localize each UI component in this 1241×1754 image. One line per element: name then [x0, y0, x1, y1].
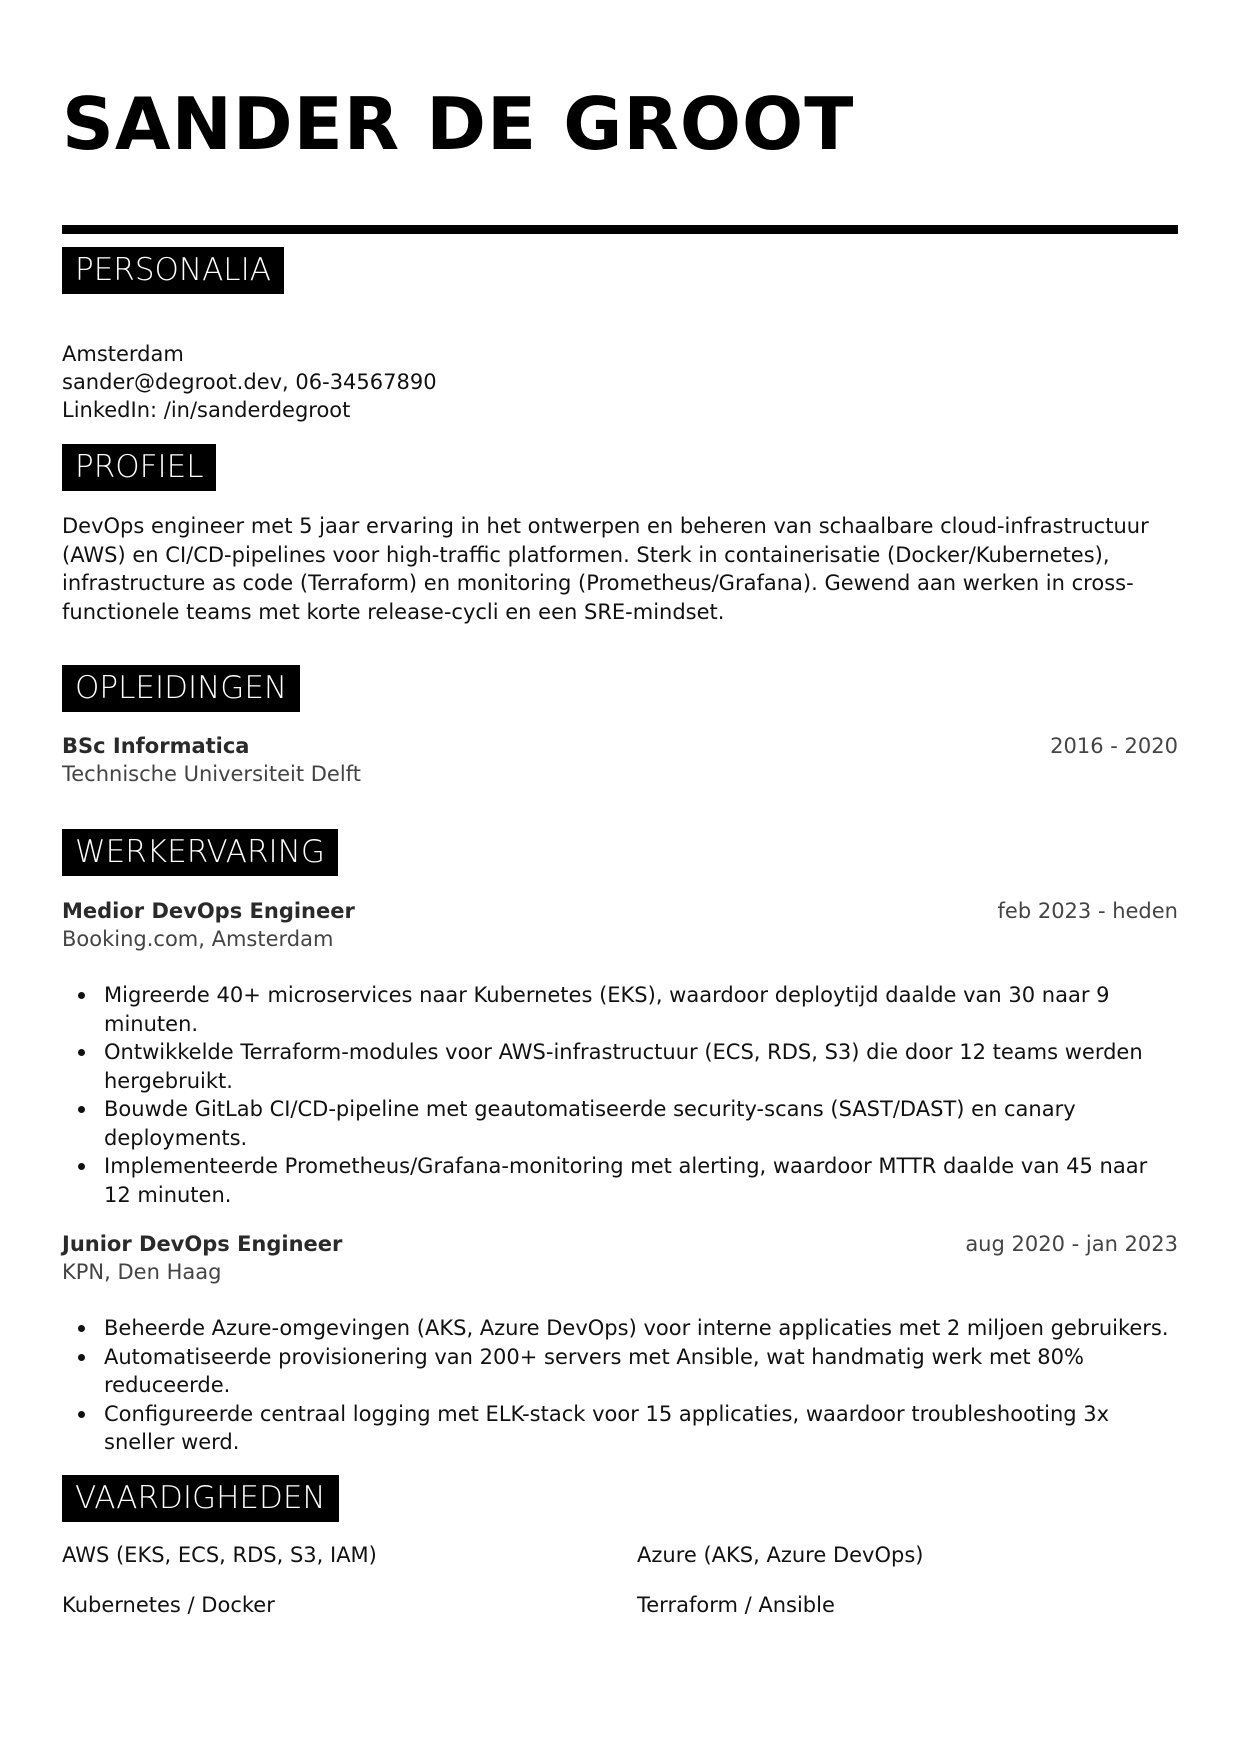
header-divider — [62, 225, 1178, 234]
section-title-opleidingen: OPLEIDINGEN — [62, 665, 300, 712]
achievement-text: Automatiseerde provisionering van 200+ servers met Ansible, wat handmatig werk met 80% reduceerde. — [104, 1344, 1084, 1397]
achievement-text: Configureerde centraal logging met ELK-stack voor 15 applicaties, waardoor troubleshooting 3x sneller werd. — [104, 1401, 1110, 1454]
job-period: feb 2023 - heden — [997, 899, 1178, 923]
list-item — [62, 1095, 1178, 1152]
job-achievements-list — [62, 981, 1178, 1209]
section-title-profiel: PROFIEL — [62, 444, 216, 491]
achievement-text: Migreerde 40+ microservices naar Kubernetes (EKS), waardoor deploytijd daalde van 30 naar 9 minuten. — [104, 983, 1110, 1036]
job-title: Junior DevOps Engineer — [62, 1232, 343, 1256]
achievement-text: Ontwikkelde Terraform-modules voor AWS-infrastructuur (ECS, RDS, S3) die door 12 teams werden hergebruikt. — [104, 1040, 1143, 1093]
job-company: KPN, Den Haag — [62, 1260, 222, 1284]
bullet-dot — [78, 992, 85, 999]
skill-item: Terraform / Ansible — [637, 1593, 835, 1617]
job-title: Medior DevOps Engineer — [62, 899, 355, 923]
list-item — [62, 981, 1178, 1038]
personalia-city: Amsterdam — [62, 342, 184, 366]
education-institution: Technische Universiteit Delft — [62, 762, 361, 786]
bullet-dot — [78, 1049, 85, 1056]
personalia-linkedin: LinkedIn: /in/sanderdegroot — [62, 398, 351, 422]
skill-item: Azure (AKS, Azure DevOps) — [637, 1543, 924, 1567]
education-degree: BSc Informatica — [62, 734, 250, 758]
bullet-dot — [78, 1325, 85, 1332]
section-title-werkervaring: WERKERVARING — [62, 829, 338, 876]
job-achievements-list — [62, 1314, 1178, 1457]
profiel-text: DevOps engineer met 5 jaar ervaring in het ontwerpen en beheren van schaalbare cloud-infrastructuur (AWS) en CI/CD-pipelines voor high-traffic platformen. Sterk in containerisatie (Docker/Kubernetes), infrastructure as code (Terraform) en monitoring (Prometheus/Grafana). Gewend aan werken in cross-functionele teams met korte release-cycli en een SRE-mindset. — [62, 514, 1149, 624]
list-item — [62, 1314, 1178, 1343]
bullet-dot — [78, 1354, 85, 1361]
candidate-name: SANDER DE GROOT — [62, 82, 855, 166]
list-item — [62, 1152, 1178, 1209]
list-item — [62, 1400, 1178, 1457]
achievement-text: Bouwde GitLab CI/CD-pipeline met geautomatiseerde security-scans (SAST/DAST) en canary deployments. — [104, 1097, 1076, 1150]
skill-item: AWS (EKS, ECS, RDS, S3, IAM) — [62, 1543, 377, 1567]
job-company: Booking.com, Amsterdam — [62, 927, 334, 951]
personalia-contact: sander@degroot.dev, 06-34567890 — [62, 370, 437, 394]
skill-item: Kubernetes / Docker — [62, 1593, 275, 1617]
list-item — [62, 1343, 1178, 1400]
education-period: 2016 - 2020 — [1050, 734, 1178, 758]
achievement-text: Implementeerde Prometheus/Grafana-monitoring met alerting, waardoor MTTR daalde van 45 naar 12 minuten. — [104, 1154, 1148, 1207]
section-title-personalia: PERSONALIA — [62, 247, 284, 294]
list-item — [62, 1038, 1178, 1095]
section-title-vaardigheden: VAARDIGHEDEN — [62, 1475, 339, 1522]
achievement-text: Beheerde Azure-omgevingen (AKS, Azure DevOps) voor interne applicaties met 2 miljoen gebruikers. — [104, 1316, 1169, 1340]
job-period: aug 2020 - jan 2023 — [965, 1232, 1178, 1256]
bullet-dot — [78, 1163, 85, 1170]
bullet-dot — [78, 1106, 85, 1113]
bullet-dot — [78, 1411, 85, 1418]
